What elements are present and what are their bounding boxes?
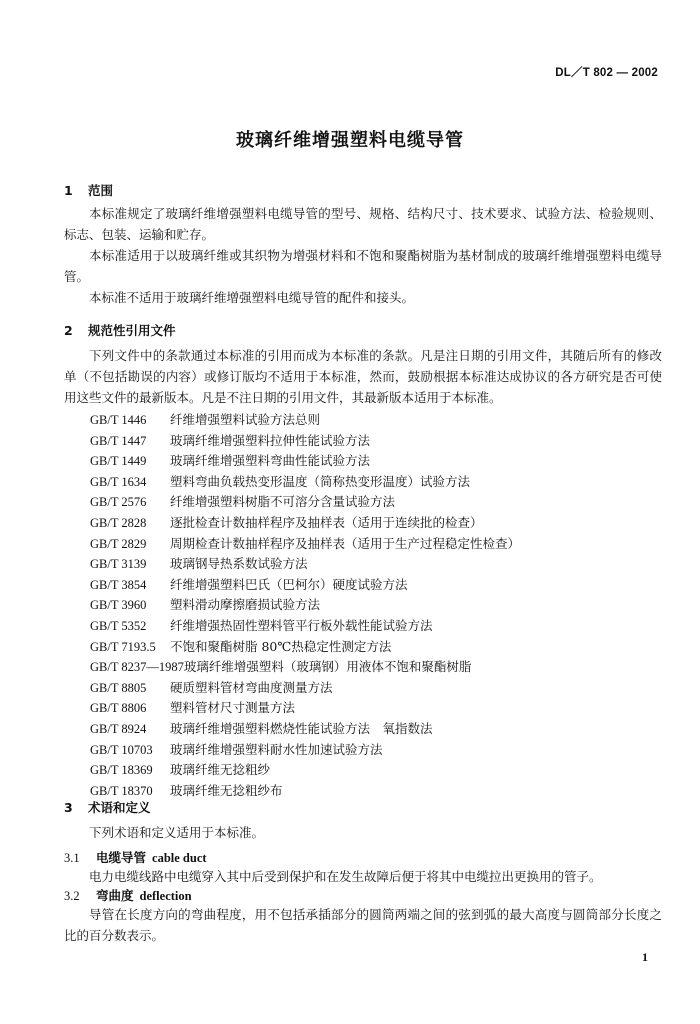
- reference-title: 纤维增强塑料树脂不可溶分含量试验方法: [170, 494, 396, 510]
- reference-code: GB/T 2829: [90, 536, 147, 551]
- reference-code: GB/T 1634: [90, 474, 147, 489]
- reference-code: GB/T 1447: [90, 433, 147, 448]
- section-1-paragraph-1: 本标准规定了玻璃纤维增强塑料电缆导管的型号、规格、结构尺寸、技术要求、试验方法、检验规则、标志、包装、运输和贮存。: [64, 206, 662, 242]
- standard-code-header: DL／T 802 — 2002: [555, 67, 658, 79]
- reference-code: GB/T 2576: [90, 495, 147, 510]
- reference-item: [90, 451, 520, 472]
- section-2-heading: [64, 321, 176, 339]
- reference-title: 塑料滑动摩擦磨损试验方法: [170, 597, 321, 613]
- reference-code: GB/T 3960: [90, 598, 147, 613]
- term-number: 3.2: [64, 889, 80, 903]
- reference-code: GB/T 3854: [90, 577, 147, 592]
- reference-list: [90, 410, 520, 801]
- reference-title: 玻璃纤维增强塑料拉伸性能试验方法: [170, 432, 371, 448]
- reference-title: 逐批检查计数抽样程序及抽样表（适用于连续批的检查）: [170, 514, 483, 530]
- section-1-heading: [64, 181, 113, 199]
- section-title: 范围: [88, 183, 114, 198]
- reference-item: [90, 595, 520, 616]
- reference-title: 玻璃纤维增强塑料（玻璃钢）用液体不饱和聚酯树脂: [183, 659, 472, 675]
- reference-code: GB/T 2828: [90, 515, 147, 530]
- document-title: 玻璃纤维增强塑料电缆导管: [236, 130, 464, 151]
- reference-title: 玻璃纤维增强塑料燃烧性能试验方法 氧指数法: [170, 720, 433, 736]
- reference-code: GB/T 8237—1987: [90, 660, 184, 675]
- section-number: 3: [64, 800, 73, 815]
- reference-item: [90, 678, 520, 699]
- reference-item: [90, 657, 520, 678]
- reference-item: [90, 760, 520, 781]
- reference-item: [90, 431, 520, 452]
- reference-code: GB/T 18370: [90, 783, 153, 798]
- term-english: cable duct: [152, 851, 207, 865]
- section-number: 2: [64, 323, 73, 338]
- reference-code: GB/T 8806: [90, 701, 147, 716]
- reference-title: 纤维增强塑料试验方法总则: [170, 412, 321, 427]
- section-2-intro: 下列文件中的条款通过本标准的引用而成为本标准的条款。凡是注日期的引用文件，其随后所有的修改单（不包括勘误的内容）或修订版均不适用于本标准，然而，鼓励根据本标准达成协议的各方研究是否可使用这些文件的最新版本。凡是不注日期的引用文件，其最新版本适用于本标准。: [64, 348, 662, 405]
- section-1-paragraph-2: 本标准适用于以玻璃纤维或其织物为增强材料和不饱和聚酯树脂为基材制成的玻璃纤维增强塑料电缆导管。: [64, 248, 662, 284]
- reference-item: [90, 513, 520, 534]
- reference-item: [90, 719, 520, 740]
- section-3-heading: [64, 798, 151, 816]
- reference-code: GB/T 1446: [90, 413, 147, 427]
- term-english: deflection: [139, 889, 192, 903]
- section-number: 1: [64, 183, 73, 198]
- reference-item: [90, 575, 520, 596]
- term-3-1-definition: 电力电缆线路中电缆穿入其中后受到保护和在发生故障后便于将其中电缆拉出更换用的管子。: [89, 869, 602, 884]
- reference-title: 纤维增强塑料巴氏（巴柯尔）硬度试验方法: [170, 576, 408, 592]
- reference-item: [90, 616, 520, 637]
- reference-item: [90, 534, 520, 555]
- reference-item: [90, 554, 520, 575]
- reference-title: 玻璃钢导热系数试验方法: [170, 556, 308, 572]
- reference-code: GB/T 1449: [90, 454, 147, 469]
- reference-code: GB/T 5352: [90, 618, 147, 633]
- reference-title: 玻璃纤维增强塑料耐水性加速试验方法: [170, 741, 383, 757]
- reference-item: [90, 472, 520, 493]
- term-3-1-heading: [64, 848, 207, 866]
- reference-title: 玻璃纤维增强塑料弯曲性能试验方法: [170, 453, 371, 469]
- reference-item: [90, 698, 520, 719]
- reference-title: 塑料弯曲负载热变形温度（简称热变形温度）试验方法: [170, 473, 471, 489]
- section-1-paragraph-3: 本标准不适用于玻璃纤维增强塑料电缆导管的配件和接头。: [89, 290, 415, 305]
- reference-title: 周期检查计数抽样程序及抽样表（适用于生产过程稳定性检查）: [170, 535, 521, 551]
- term-3-2-heading: [64, 886, 192, 904]
- reference-code: GB/T 18369: [90, 763, 153, 778]
- reference-code: GB/T 8805: [90, 680, 147, 695]
- reference-title: 塑料管材尺寸测量方法: [170, 700, 296, 716]
- reference-item: [90, 637, 520, 658]
- term-name: 弯曲度: [96, 888, 134, 903]
- page-number: 1: [642, 950, 648, 964]
- reference-code: GB/T 10703: [90, 742, 153, 757]
- section-title: 规范性引用文件: [88, 323, 176, 338]
- term-number: 3.1: [64, 851, 80, 865]
- section-title: 术语和定义: [88, 800, 151, 815]
- reference-title: 不饱和聚酯树脂 80℃热稳定性测定方法: [170, 638, 392, 654]
- reference-code: GB/T 7193.5: [90, 639, 156, 654]
- term-name: 电缆导管: [96, 850, 147, 865]
- reference-title: 玻璃纤维无捻粗纱布: [170, 782, 283, 798]
- reference-code: GB/T 3139: [90, 557, 147, 572]
- reference-title: 硬质塑料管材弯曲度测量方法: [170, 679, 333, 695]
- reference-item: [90, 740, 520, 761]
- reference-title: 玻璃纤维无捻粗纱: [170, 762, 271, 778]
- term-3-2-definition: 导管在长度方向的弯曲程度，用不包括承插部分的圆筒两端之间的弦到弧的最大高度与圆筒部分长度之比的百分数表示。: [64, 907, 662, 943]
- reference-item: [90, 492, 520, 513]
- reference-title: 纤维增强热固性塑料管平行板外载性能试验方法: [170, 617, 433, 633]
- section-3-intro: 下列术语和定义适用于本标准。: [89, 825, 265, 840]
- reference-code: GB/T 8924: [90, 721, 147, 736]
- reference-item: [90, 781, 520, 802]
- reference-item: [90, 410, 520, 431]
